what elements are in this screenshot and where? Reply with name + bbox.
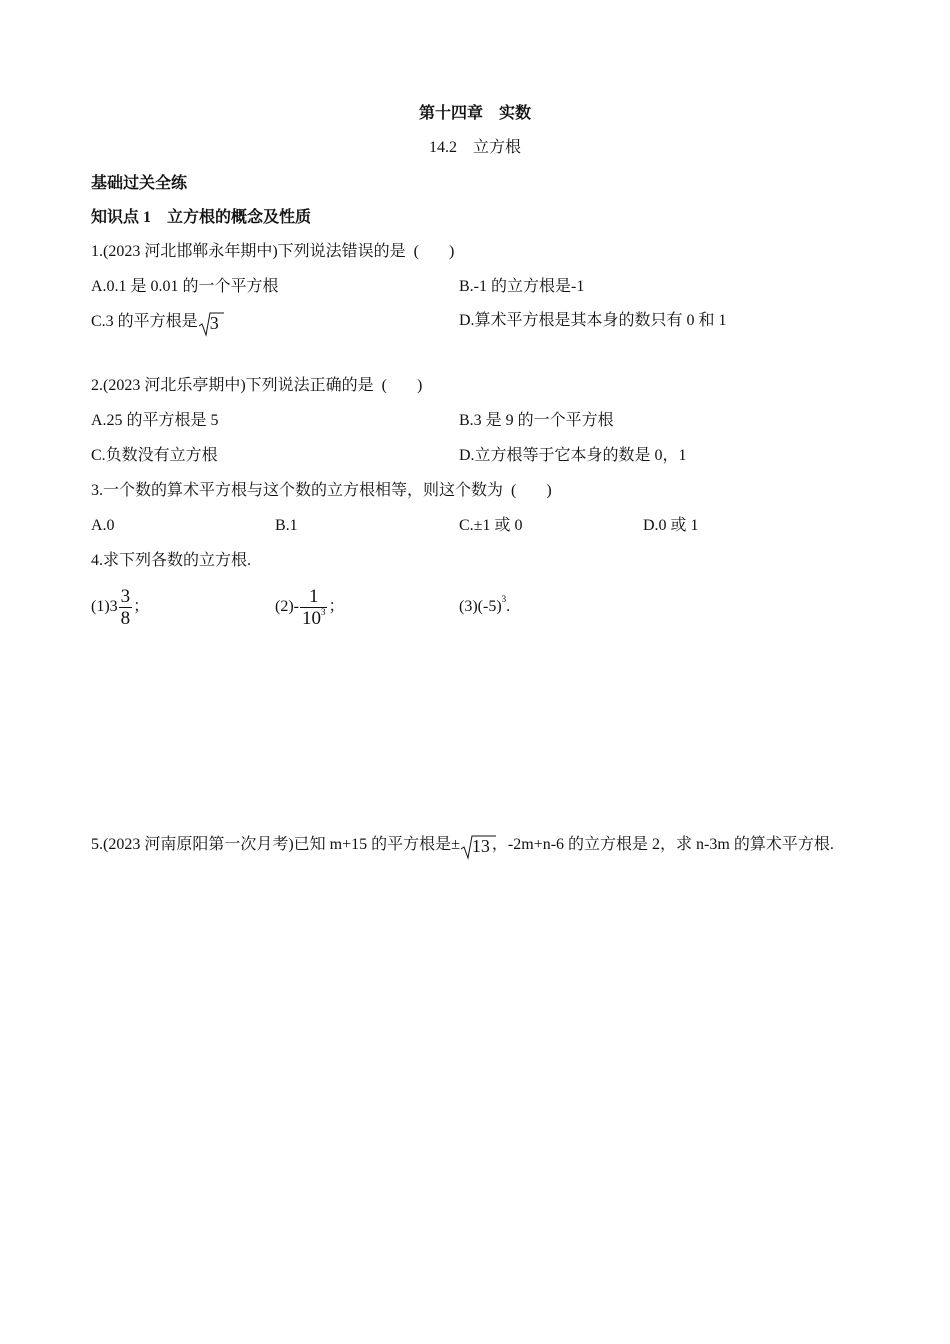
denominator-base: 10 <box>301 607 321 629</box>
answer-paren-open: ( <box>511 482 517 499</box>
fraction-denominator <box>300 608 328 628</box>
question-2-text: 2.(2023 河北乐亭期中)下列说法正确的是 <box>91 377 374 394</box>
question-3-stem <box>91 481 552 501</box>
q1-option-b: B.-1 的立方根是-1 <box>459 278 585 295</box>
question-2-stem <box>91 376 422 396</box>
q4-part-1-label: (1)3 <box>91 598 118 615</box>
chapter-title: 第十四章 实数 <box>418 105 531 122</box>
question-5 <box>91 834 834 858</box>
q3-option-d: D.0 或 1 <box>643 517 699 534</box>
question-1-stem <box>91 242 454 262</box>
question-4-stem: 4.求下列各数的立方根. <box>91 552 252 569</box>
question-1-text: 1.(2023 河北邯郸永年期中)下列说法错误的是 <box>91 243 406 260</box>
q1-option-d: D.算术平方根是其本身的数只有 0 和 1 <box>459 312 727 329</box>
q2-option-a: A.25 的平方根是 5 <box>91 412 219 429</box>
q4-part-2-end: ； <box>328 598 345 615</box>
answer-paren-open: ( <box>413 243 419 260</box>
q4-part-3 <box>459 583 510 631</box>
q1-option-a: A.0.1 是 0.01 的一个平方根 <box>91 278 279 295</box>
denominator-exponent: 3 <box>320 606 326 617</box>
sqrt-expression <box>460 834 492 858</box>
q3-option-c: C.±1 或 0 <box>459 517 523 534</box>
radicand: 3 <box>209 313 219 333</box>
question-3-text: 3.一个数的算术平方根与这个数的立方根相等，则这个数为 <box>91 482 504 499</box>
section-title: 14.2 立方根 <box>428 139 521 156</box>
fraction-denominator: 8 <box>120 607 131 629</box>
q4-part-1-end: ； <box>133 598 150 615</box>
fraction-numerator: 3 <box>120 585 131 607</box>
radical-sign-icon <box>198 311 224 337</box>
q2-option-d: D.立方根等于它本身的数是 0，1 <box>459 447 687 464</box>
q2-option-b: B.3 是 9 的一个平方根 <box>459 412 614 429</box>
question-5-text-end: ，-2m+n-6 的立方根是 2，求 n-3m 的算术平方根. <box>491 836 834 853</box>
fraction-numerator: 1 <box>300 587 328 608</box>
q4-part-1 <box>91 583 149 631</box>
q3-option-a: A.0 <box>91 517 115 534</box>
answer-paren-open: ( <box>381 377 387 394</box>
answer-paren-close: ) <box>546 482 552 499</box>
q4-part-3-label: (3)(-5) <box>459 598 502 615</box>
q4-part-2-label: (2)- <box>275 598 299 615</box>
radical-sign-icon <box>460 834 496 860</box>
radicand: 13 <box>471 836 490 856</box>
sqrt-expression <box>198 311 219 335</box>
q2-option-c: C.负数没有立方根 <box>91 447 218 464</box>
q3-option-b: B.1 <box>275 517 298 534</box>
knowledge-point-heading: 知识点 1 立方根的概念及性质 <box>91 209 312 226</box>
fraction <box>300 587 328 628</box>
section-heading: 基础过关全练 <box>91 175 188 192</box>
answer-paren-close: ) <box>417 377 423 394</box>
q1-option-c <box>91 311 219 335</box>
power-exponent: 3 <box>501 594 507 604</box>
q1-option-c-text: C.3 的平方根是 <box>91 313 198 330</box>
mixed-fraction <box>119 587 133 628</box>
q4-part-2 <box>275 583 345 631</box>
answer-paren-close: ) <box>449 243 455 260</box>
q4-part-3-end: . <box>506 598 511 615</box>
question-5-text: 5.(2023 河南原阳第一次月考)已知 m+15 的平方根是± <box>91 836 460 853</box>
